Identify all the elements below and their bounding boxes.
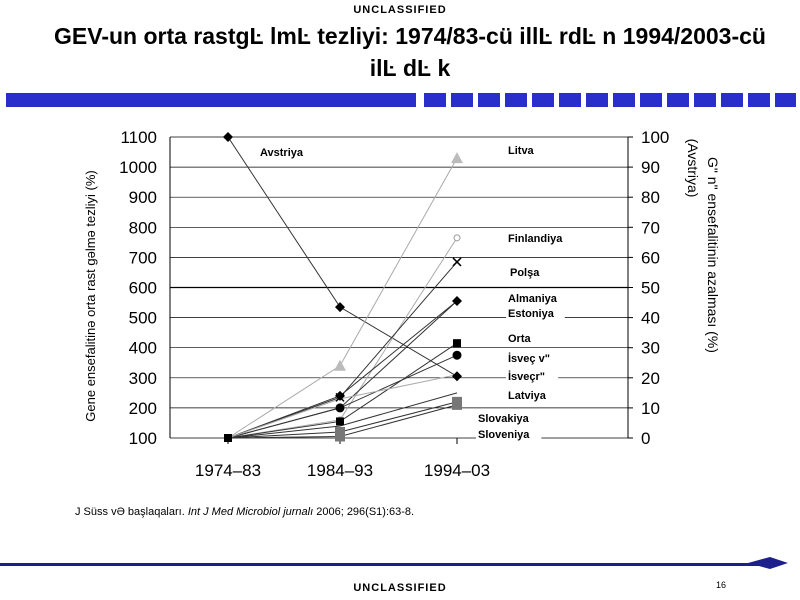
citation-details: 2006; 296(S1):63-8. xyxy=(316,506,415,518)
y-tick-label: 200 xyxy=(128,398,157,418)
data-point xyxy=(335,431,345,441)
y2-tick-label: 0 xyxy=(641,429,651,448)
y2-tick-label: 30 xyxy=(641,338,660,358)
y2-tick-label: 100 xyxy=(641,128,670,147)
data-point xyxy=(336,403,345,412)
data-point xyxy=(453,258,461,266)
chart-grid xyxy=(170,137,628,444)
title-line-2: ilĿ dĿ k xyxy=(369,55,451,81)
x-tick-label: 1974–83 xyxy=(194,461,262,480)
page-number: 16 xyxy=(716,580,727,590)
legend-label: Finlandiya xyxy=(508,233,563,245)
y-tick-label: 1100 xyxy=(120,128,157,147)
y2-tick-label: 60 xyxy=(641,248,660,268)
data-point xyxy=(452,371,462,381)
y2-tick-label: 10 xyxy=(641,398,660,418)
citation-journal: Int J Med Microbiol jurnalı xyxy=(187,506,314,518)
y-tick-label: 300 xyxy=(128,368,157,388)
y2-axis-label-line-2: (Avstriya) xyxy=(685,138,701,198)
data-point xyxy=(335,391,345,401)
legend-label: Almaniya xyxy=(508,293,557,305)
legend-label: Latviya xyxy=(508,390,546,402)
data-point xyxy=(224,434,232,442)
data-point xyxy=(336,417,344,425)
x-tick-label: 1984–93 xyxy=(306,461,374,480)
data-point xyxy=(452,400,462,410)
chart-y2-ticks xyxy=(628,128,669,448)
y2-axis-label-line-1: G" n" ensefalitinin azalması (%) xyxy=(705,157,721,353)
y-axis-label: Gene ensefalitinə orta rast gəlmə tezliyi (%) xyxy=(83,170,98,422)
classification-top: UNCLASSIFIED xyxy=(353,4,447,16)
legend-label: İsveç v" xyxy=(508,353,550,365)
y2-tick-label: 20 xyxy=(641,368,660,388)
legend-label: Avstriya xyxy=(260,147,304,159)
x-tick-label: 1994–03 xyxy=(423,461,491,480)
footer-line xyxy=(0,563,760,566)
data-point xyxy=(335,302,345,312)
y2-tick-label: 50 xyxy=(641,278,660,298)
title-line-1: GEV-un orta rastgĿ lmĿ tezliyi: 1974/83-cü illĿ rdĿ n 1994/2003-cü xyxy=(54,23,766,49)
y2-tick-label: 70 xyxy=(641,218,660,238)
y-tick-label: 500 xyxy=(128,308,157,328)
chart-y-ticks xyxy=(119,128,157,448)
chart-x-ticks xyxy=(195,461,490,480)
legend-label: Orta xyxy=(508,333,531,345)
y-tick-label: 1000 xyxy=(119,158,157,178)
chart-legend xyxy=(258,144,578,441)
data-point xyxy=(453,351,462,360)
legend-label: Slovakiya xyxy=(478,413,529,425)
data-point xyxy=(334,360,346,371)
data-point xyxy=(453,339,461,347)
citation xyxy=(75,506,414,518)
data-point xyxy=(223,132,233,142)
legend-label: Estoniya xyxy=(508,308,554,320)
y2-tick-label: 80 xyxy=(641,188,660,208)
legend-label: Polşa xyxy=(510,267,540,279)
y2-tick-label: 90 xyxy=(641,158,660,178)
legend-label: İsveçr" xyxy=(508,371,546,383)
y-tick-label: 100 xyxy=(128,429,157,448)
y-tick-label: 900 xyxy=(128,188,157,208)
arrow-icon xyxy=(748,554,790,572)
series-line xyxy=(228,137,457,376)
y-tick-label: 400 xyxy=(128,338,157,358)
y-tick-label: 700 xyxy=(128,248,157,268)
legend-label: Sloveniya xyxy=(478,429,530,441)
data-point xyxy=(451,152,463,163)
y-tick-label: 800 xyxy=(128,218,157,238)
legend-label: Litva xyxy=(508,145,534,157)
data-point xyxy=(454,235,460,241)
y2-tick-label: 40 xyxy=(641,308,660,328)
classification-bottom: UNCLASSIFIED xyxy=(353,582,447,594)
citation-authors: J Süss vƏ başlaqaları. xyxy=(75,506,185,518)
y-tick-label: 600 xyxy=(128,278,157,298)
